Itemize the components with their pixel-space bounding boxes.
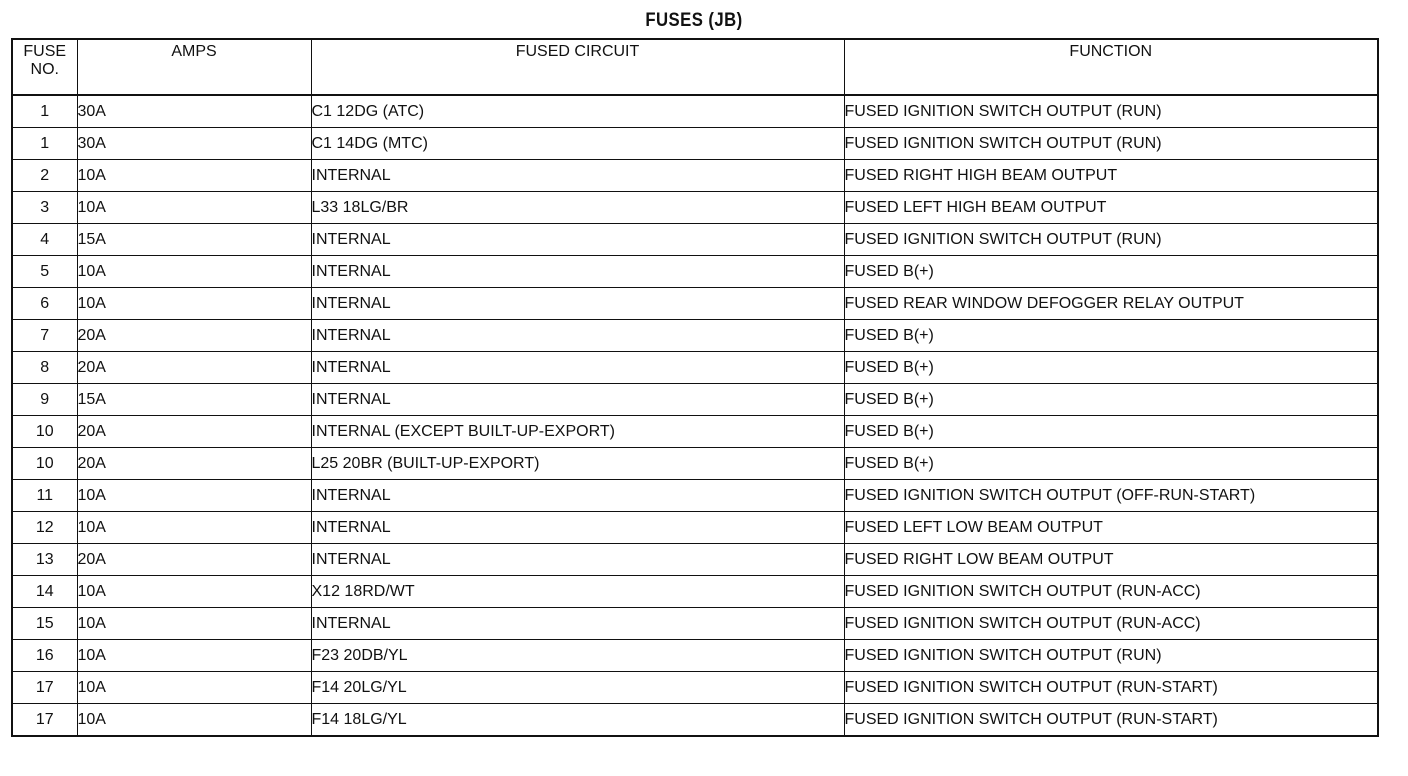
fuse-number-cell: 5 [12, 256, 77, 288]
function-cell: FUSED IGNITION SWITCH OUTPUT (OFF-RUN-START) [844, 480, 1378, 512]
amps-cell: 10A [77, 672, 311, 704]
table-row [12, 608, 1378, 640]
amps-cell: 20A [77, 352, 311, 384]
table-row [12, 704, 1378, 737]
fused-circuit-cell: INTERNAL [311, 288, 844, 320]
fuse-number-cell: 1 [12, 95, 77, 128]
table-row [12, 544, 1378, 576]
fused-circuit-cell: INTERNAL [311, 544, 844, 576]
amps-cell: 10A [77, 512, 311, 544]
fused-circuit-cell: C1 14DG (MTC) [311, 128, 844, 160]
table-row [12, 256, 1378, 288]
function-cell: FUSED REAR WINDOW DEFOGGER RELAY OUTPUT [844, 288, 1378, 320]
fuse-number-cell: 16 [12, 640, 77, 672]
table-row [12, 480, 1378, 512]
table-header-row [12, 39, 1378, 95]
fused-circuit-cell: INTERNAL (EXCEPT BUILT-UP-EXPORT) [311, 416, 844, 448]
function-cell: FUSED B(+) [844, 448, 1378, 480]
amps-cell: 20A [77, 448, 311, 480]
fused-circuit-cell: INTERNAL [311, 480, 844, 512]
amps-cell: 10A [77, 480, 311, 512]
function-cell: FUSED B(+) [844, 320, 1378, 352]
function-cell: FUSED RIGHT HIGH BEAM OUTPUT [844, 160, 1378, 192]
table-row [12, 672, 1378, 704]
fuse-number-cell: 17 [12, 704, 77, 737]
table-row [12, 384, 1378, 416]
function-cell: FUSED IGNITION SWITCH OUTPUT (RUN) [844, 128, 1378, 160]
fuse-number-cell: 14 [12, 576, 77, 608]
amps-cell: 10A [77, 576, 311, 608]
column-header-fuse-no [12, 39, 77, 95]
function-cell: FUSED IGNITION SWITCH OUTPUT (RUN) [844, 640, 1378, 672]
table-row [12, 320, 1378, 352]
amps-cell: 20A [77, 544, 311, 576]
fuse-number-cell: 11 [12, 480, 77, 512]
amps-cell: 10A [77, 704, 311, 737]
table-row [12, 512, 1378, 544]
function-cell: FUSED IGNITION SWITCH OUTPUT (RUN) [844, 95, 1378, 128]
table-row [12, 128, 1378, 160]
fused-circuit-cell: F14 20LG/YL [311, 672, 844, 704]
function-cell: FUSED IGNITION SWITCH OUTPUT (RUN-ACC) [844, 576, 1378, 608]
fused-circuit-cell: INTERNAL [311, 608, 844, 640]
amps-cell: 10A [77, 288, 311, 320]
fused-circuit-cell: INTERNAL [311, 256, 844, 288]
amps-cell: 10A [77, 256, 311, 288]
fused-circuit-cell: INTERNAL [311, 160, 844, 192]
table-row [12, 192, 1378, 224]
table-row [12, 448, 1378, 480]
function-cell: FUSED IGNITION SWITCH OUTPUT (RUN-START) [844, 672, 1378, 704]
fused-circuit-cell: INTERNAL [311, 512, 844, 544]
table-row [12, 640, 1378, 672]
fuse-number-cell: 10 [12, 416, 77, 448]
amps-cell: 10A [77, 608, 311, 640]
table-row [12, 352, 1378, 384]
fused-circuit-cell: F14 18LG/YL [311, 704, 844, 737]
fused-circuit-cell: X12 18RD/WT [311, 576, 844, 608]
amps-cell: 10A [77, 640, 311, 672]
fuse-number-cell: 6 [12, 288, 77, 320]
fuse-number-cell: 12 [12, 512, 77, 544]
fuse-number-cell: 3 [12, 192, 77, 224]
table-row [12, 224, 1378, 256]
function-cell: FUSED IGNITION SWITCH OUTPUT (RUN-ACC) [844, 608, 1378, 640]
function-cell: FUSED B(+) [844, 384, 1378, 416]
fused-circuit-cell: INTERNAL [311, 384, 844, 416]
column-header-fuse-no-line2: NO. [30, 61, 59, 78]
fuse-number-cell: 15 [12, 608, 77, 640]
table-row [12, 288, 1378, 320]
column-header-fused-circuit: FUSED CIRCUIT [311, 39, 844, 95]
fused-circuit-cell: F23 20DB/YL [311, 640, 844, 672]
amps-cell: 10A [77, 160, 311, 192]
table-row [12, 160, 1378, 192]
fused-circuit-cell: L25 20BR (BUILT-UP-EXPORT) [311, 448, 844, 480]
fuse-number-cell: 1 [12, 128, 77, 160]
function-cell: FUSED RIGHT LOW BEAM OUTPUT [844, 544, 1378, 576]
function-cell: FUSED B(+) [844, 256, 1378, 288]
function-cell: FUSED B(+) [844, 352, 1378, 384]
fuse-number-cell: 4 [12, 224, 77, 256]
function-cell: FUSED IGNITION SWITCH OUTPUT (RUN) [844, 224, 1378, 256]
fuse-number-cell: 7 [12, 320, 77, 352]
fuse-number-cell: 8 [12, 352, 77, 384]
fuse-number-cell: 9 [12, 384, 77, 416]
column-header-amps: AMPS [77, 39, 311, 95]
fused-circuit-cell: L33 18LG/BR [311, 192, 844, 224]
function-cell: FUSED LEFT HIGH BEAM OUTPUT [844, 192, 1378, 224]
function-cell: FUSED LEFT LOW BEAM OUTPUT [844, 512, 1378, 544]
function-cell: FUSED IGNITION SWITCH OUTPUT (RUN-START) [844, 704, 1378, 737]
column-header-function: FUNCTION [844, 39, 1378, 95]
table-row [12, 576, 1378, 608]
amps-cell: 10A [77, 192, 311, 224]
fused-circuit-cell: INTERNAL [311, 320, 844, 352]
amps-cell: 20A [77, 416, 311, 448]
fuse-table [11, 38, 1379, 737]
amps-cell: 30A [77, 95, 311, 128]
fused-circuit-cell: INTERNAL [311, 352, 844, 384]
page-title: FUSES (JB) [645, 10, 743, 31]
amps-cell: 30A [77, 128, 311, 160]
table-row [12, 95, 1378, 128]
table-row [12, 416, 1378, 448]
fuse-number-cell: 2 [12, 160, 77, 192]
column-header-fuse-no-line1: FUSE [23, 43, 67, 60]
fuse-number-cell: 17 [12, 672, 77, 704]
fused-circuit-cell: C1 12DG (ATC) [311, 95, 844, 128]
function-cell: FUSED B(+) [844, 416, 1378, 448]
amps-cell: 15A [77, 384, 311, 416]
fuse-table-body [12, 95, 1378, 736]
fuse-number-cell: 10 [12, 448, 77, 480]
amps-cell: 15A [77, 224, 311, 256]
fused-circuit-cell: INTERNAL [311, 224, 844, 256]
fuse-number-cell: 13 [12, 544, 77, 576]
amps-cell: 20A [77, 320, 311, 352]
